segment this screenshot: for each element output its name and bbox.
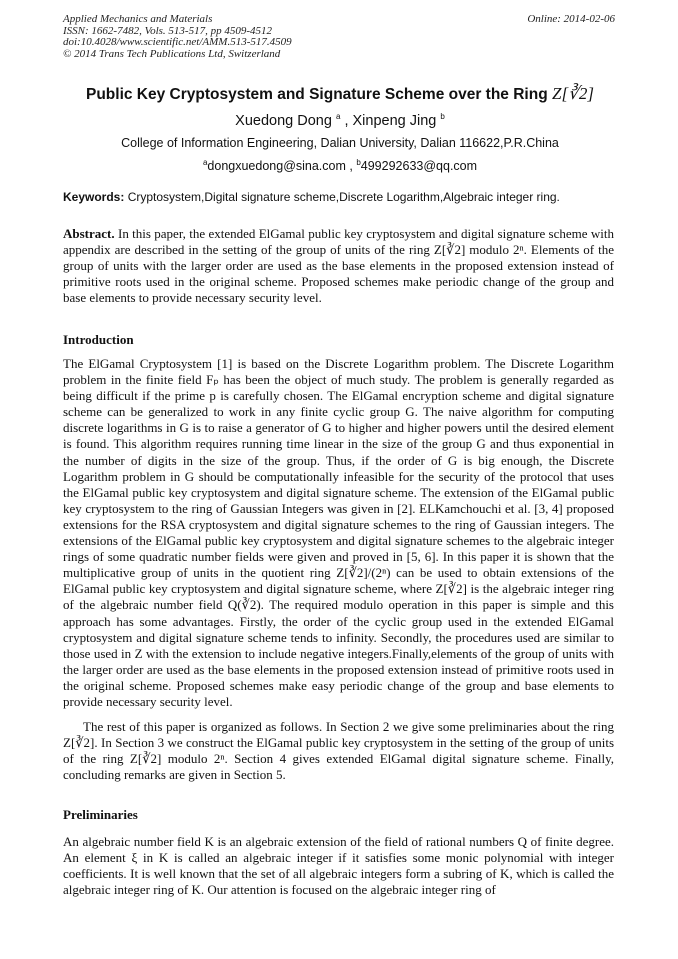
email-separator: ,: [345, 159, 357, 174]
affiliation: College of Information Engineering, Dalian University, Dalian 116622,P.R.China: [121, 136, 559, 150]
online-date: Online: 2014-02-06: [527, 13, 615, 25]
email-line: [40, 158, 640, 173]
section-heading-introduction: Introduction: [63, 332, 134, 347]
author-separator: ,: [344, 112, 353, 129]
copyright-line: © 2014 Trans Tech Publications Ltd, Switzerland: [63, 47, 281, 60]
author-affil-mark: b: [440, 112, 445, 121]
abstract: [63, 226, 614, 306]
author-affil-mark: a: [335, 112, 341, 121]
paper-title-math: Z[∛2]: [551, 84, 595, 103]
introduction-paragraph: The rest of this paper is organized as follows. In Section 2 we give some preliminaries about the ring Z[∛2]. In Section 3 we construct the ElGamal public key cryptosystem in the setting of the group of units of the ring Z[∛2] modulo 2ⁿ. Section 4 gives extended ElGamal digital signature scheme. Finally, concluding remarks are given in Section 5.: [63, 719, 614, 783]
author-name: Xuedong Dong: [235, 112, 332, 129]
journal-header: [63, 14, 615, 60]
paper-title-text: Public Key Cryptosystem and Signature Scheme over the Ring: [85, 86, 548, 103]
author-line: [40, 112, 640, 129]
abstract-label: Abstract.: [63, 226, 115, 241]
author-name: Xinpeng Jing: [352, 112, 437, 129]
doi-line: doi:10.4028/www.scientific.net/AMM.513-517.4509: [63, 36, 292, 48]
journal-name: Applied Mechanics and Materials: [63, 13, 213, 25]
email-mark: a: [202, 158, 208, 167]
email-address[interactable]: dongxuedong@sina.com: [207, 159, 346, 174]
keywords: [63, 190, 623, 204]
email-address[interactable]: 499292633@qq.com: [360, 159, 478, 174]
keywords-label: Keywords:: [63, 190, 125, 204]
issn-line: ISSN: 1662-7482, Vols. 513-517, pp 4509-4512: [63, 24, 272, 37]
paper-title: [40, 84, 640, 104]
email-mark: b: [356, 158, 361, 167]
abstract-text: In this paper, the extended ElGamal public key cryptosystem and digital signature scheme with appendix are described in the setting of the group of units of the ring Z[∛2] modulo 2ⁿ. Elements of the group of units with the larger order are used as the base elements in the proposed extension instead of primitive roots used in the original scheme. Proposed schemes make periodic change of the group and base elements to provide necessary security level.: [63, 226, 614, 306]
preliminaries-paragraph: An algebraic number field K is an algebraic extension of the field of rational numbers Q of finite degree. An element ξ in K is called an algebraic integer if it satisfies some monic polynomial with integer coefficients. It is well known that the set of all algebraic integers form a subring of K, which is called the algebraic integer ring of K. Our attention is focused on the algebraic integer ring of: [63, 834, 614, 898]
introduction-paragraph: The ElGamal Cryptosystem [1] is based on the Discrete Logarithm problem. The Discrete Logarithm problem in the finite field Fₚ has been the object of much study. The problem is generally regarded as being difficult if the prime p is carefully chosen. The ElGamal encryption scheme and digital signature scheme can be generalized to work in any finite cyclic group G. The naive algorithm for computing discrete logarithms in G is to raise a generator of G to higher and higher powers until the desired element is found. This algorithm requires running time linear in the size of the group G and thus exponential in the number of digits in the size of the group. Thus, if the order of G is big enough, the Discrete Logarithm problem in G should be computationally infeasible for the security of the protocol that uses the ElGamal public key cryptosystem and digital signature scheme. The extension of the ElGamal public key cryptosystem to the ring of Gaussian Integers was given in [2]. ELKamchouchi et al. [3, 4] proposed extensions for the RSA cryptosystem and digital signature schemes to the ring of Gaussian integers. The extensions of the ElGamal public key cryptosystem and digital signature schemes to the algebraic integer rings of some quadratic number fields were given and proved in [5, 6]. In this paper it is shown that the multiplicative group of units in the quotient ring Z[∛2]/(2ⁿ) can be used to obtain extensions of the ElGamal public key cryptosystem and digital signature scheme, where Z[∛2] is the algebraic integer ring of the algebraic number field Q(∛2). The required modulo operation in this paper is simple and this approach has some advantages. Firstly, the order of the cyclic group used in the extended ElGamal cryptosystem and digital signature scheme tends to infinity. Secondly, the procedures used are similar to those used in Z with the extension to include negative integers.Finally,elements of the group of units with the larger order are used as the base elements in the proposed extension instead of primitive roots used in the original scheme. Proposed schemes make easy periodic change of the group and base elements to provide necessary security level.: [63, 356, 614, 709]
section-heading-preliminaries: Preliminaries: [63, 807, 138, 822]
keywords-text: Cryptosystem,Digital signature scheme,Discrete Logarithm,Algebraic integer ring.: [127, 190, 560, 204]
